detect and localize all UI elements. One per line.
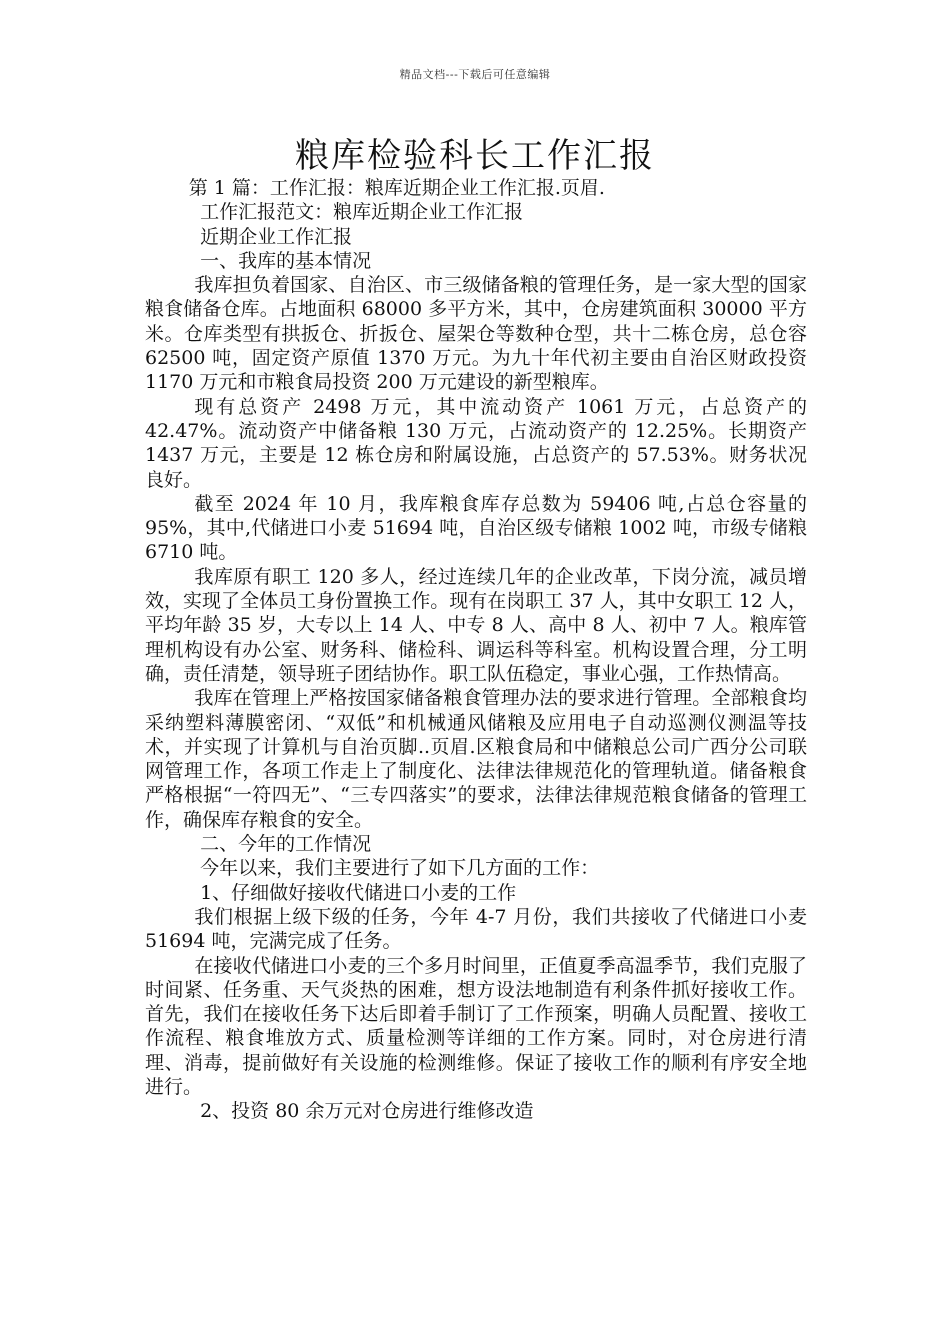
document-body <box>145 176 807 1124</box>
section-heading-2: 二、今年的工作情况 <box>200 833 372 856</box>
paragraph-3: 截至 2024 年 10 月，我库粮食库存总数为 59406 吨,占总仓容量的 95%，其中,代储进口小麦 51694 吨，自治区级专储粮 1002 吨，市级专储粮 6710 吨。 <box>145 492 807 564</box>
subtitle-line: 近期企业工作汇报 <box>200 225 353 248</box>
chapter-line: 第 1 篇：工作汇报：粮库近期企业工作汇报.页眉. <box>188 177 605 199</box>
paragraph-intro-2: 今年以来，我们主要进行了如下几方面的工作： <box>200 857 600 880</box>
sample-line: 工作汇报范文：粮库近期企业工作汇报 <box>200 201 524 224</box>
header-note: 精品文档---下载后可任意编辑 <box>399 68 551 81</box>
paragraph-5: 我库在管理上严格按国家储备粮食管理办法的要求进行管理。全部粮食均采纳塑料薄膜密闭、“双低”和机械通风储粮及应用电子自动巡测仪测温等技术，并实现了计算机与自治页脚..页眉.区粮食局和中储粮总公司广西分公司联网管理工作，各项工作走上了制度化、法律法律规范化的管理轨道。储备粮食严格根据“一符四无”、“三专四落实”的要求，法律法律规范粮食储备的管理工作，确保库存粮食的安全。 <box>145 687 807 831</box>
item-1-paragraph-2: 在接收代储进口小麦的三个多月时间里，正值夏季高温季节，我们克服了时间紧、任务重、天气炎热的困难，想方设法地制造有利条件抓好接收工作。首先，我们在接收任务下达后即着手制订了工作预案，明确人员配置、接收工作流程、粮食堆放方式、质量检测等详细的工作方案。同时，对仓房进行清理、消毒，提前做好有关设施的检测维修。保证了接收工作的顺利有序安全地进行。 <box>145 954 807 1098</box>
document-title: 粮库检验科长工作汇报 <box>295 136 655 176</box>
paragraph-4: 我库原有职工 120 多人，经过连续几年的企业改革，下岗分流，减员增效，实现了全体员工身份置换工作。现有在岗职工 37 人，其中女职工 12 人，平均年龄 35 岁，大专以上 14 人、中专 8 人、高中 8 人、初中 7 人。粮库管理机构设有办公室、财务科、储检科、调运科等科室。机构设置合理，分工明确，责任清楚，领导班子团结协作。职工队伍稳定，事业心强，工作热情高。 <box>145 565 807 685</box>
item-2-title: 2、投资 80 余万元对仓房进行维修改造 <box>200 1100 534 1123</box>
item-1-title: 1、仔细做好接收代储进口小麦的工作 <box>200 881 517 904</box>
item-1-paragraph-1: 我们根据上级下级的任务，今年 4-7 月份，我们共接收了代储进口小麦 51694 吨，完满完成了任务。 <box>145 905 807 953</box>
paragraph-1: 我库担负着国家、自治区、市三级储备粮的管理任务，是一家大型的国家粮食储备仓库。占地面积 68000 多平方米，其中，仓房建筑面积 30000 平方米。仓库类型有拱扳仓、折扳仓、屋架仓等数种仓型，共十二栋仓房，总仓容 62500 吨，固定资产原值 1370 万元。为九十年代初主要由自治区财政投资 1170 万元和市粮食局投资 200 万元建设的新型粮库。 <box>145 274 807 394</box>
paragraph-2: 现有总资产 2498 万元，其中流动资产 1061 万元，占总资产的 42.47%。流动资产中储备粮 130 万元，占流动资产的 12.25%。长期资产 1437 万元，主要是 12 栋仓房和附属设施，占总资产的 57.53%。财务状况良好。 <box>145 395 807 491</box>
section-heading-1: 一、我库的基本情况 <box>200 249 372 272</box>
